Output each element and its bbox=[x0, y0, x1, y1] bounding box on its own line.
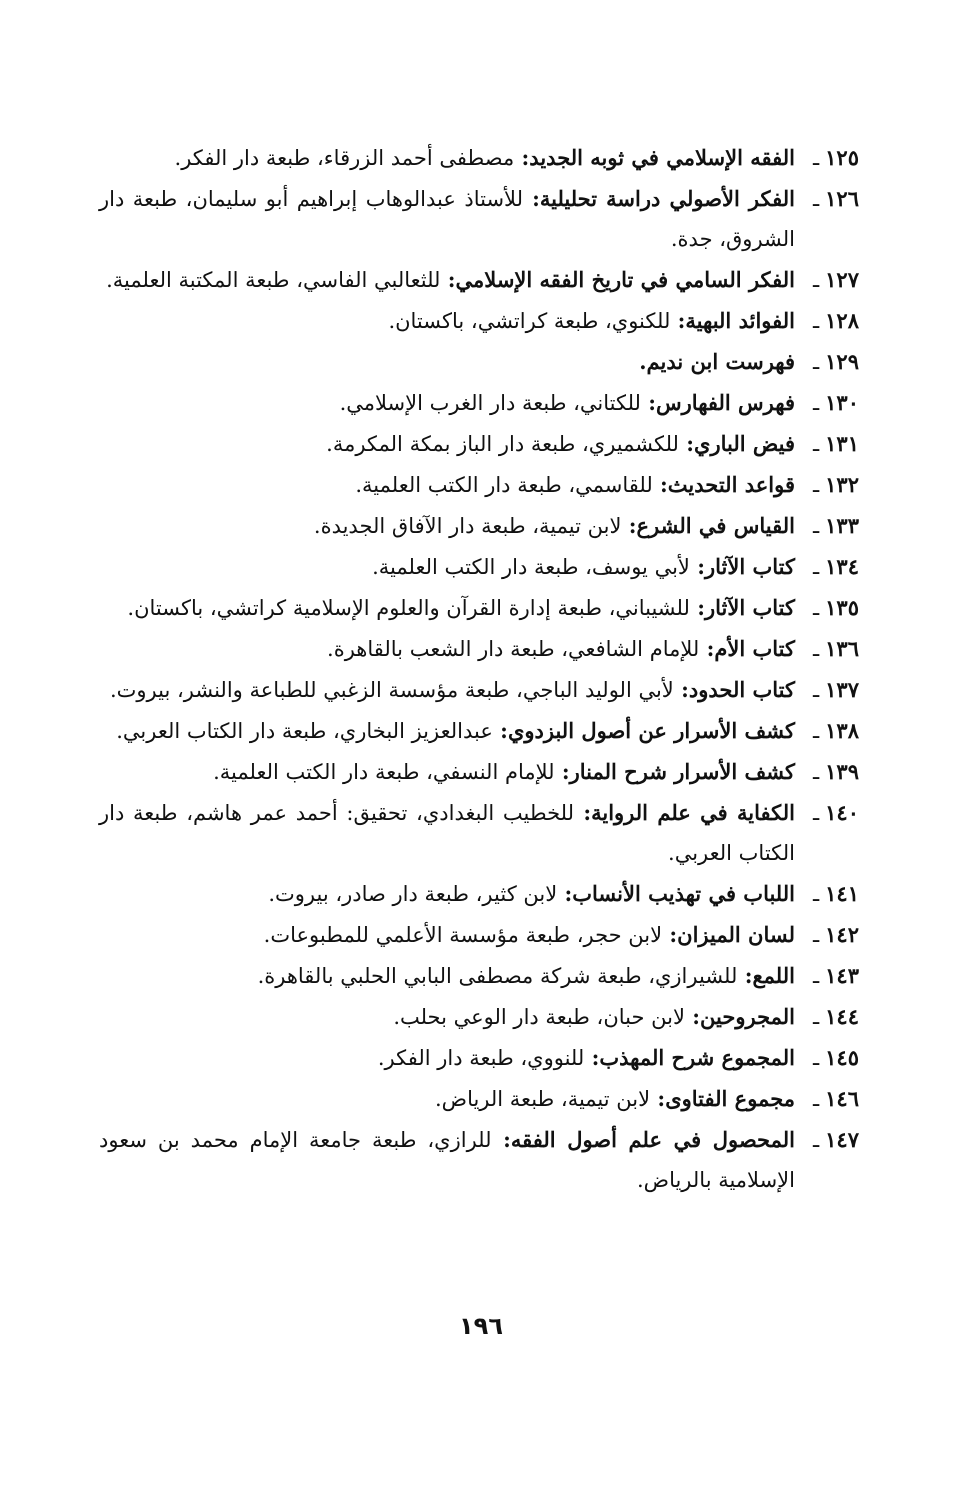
entry-number: ١٣٩ bbox=[825, 759, 859, 784]
entry-number: ١٣٨ bbox=[825, 718, 859, 743]
entry-number: ١٢٩ bbox=[825, 349, 859, 374]
entry-number: ١٣٤ bbox=[825, 554, 859, 579]
entry-number: ١٣٣ bbox=[825, 513, 859, 538]
list-item: ١٢٥ـ الفقه الإسلامي في ثوبه الجديد: مصطفى أحمد الزرقاء، طبعة دار الفكر. bbox=[174, 145, 859, 170]
entry-text: لابن كثير، طبعة دار صادر، بيروت. bbox=[268, 882, 558, 906]
entry-title: الفكر الأصولي دراسة تحليلية bbox=[539, 186, 795, 211]
entry-number: ١٤٥ bbox=[825, 1045, 859, 1070]
list-item: ١٣٥ـ كتاب الآثار: للشيباني، طبعة إدارة القرآن والعلوم الإسلامية كراتشي، باكستان. bbox=[127, 595, 859, 620]
page-number: ١٩٦ bbox=[459, 1312, 503, 1340]
entry-text: للشيرازي، طبعة شركة مصطفى البابي الحلبي بالقاهرة. bbox=[257, 964, 738, 988]
list-item: ١٤٠ـ الكفاية في علم الرواية: للخطيب البغدادي، تحقيق: أحمد عمر هاشم، طبعة دار الكتاب العربي. bbox=[99, 800, 859, 865]
entry-number: ١٣٢ bbox=[825, 472, 859, 497]
entry-text: مصطفى أحمد الزرقاء، طبعة دار الفكر. bbox=[174, 146, 515, 170]
entry-title: المجموع شرح المهذب bbox=[599, 1045, 795, 1070]
entry-number: ١٢٨ bbox=[825, 308, 859, 333]
entry-title: الفكر السامي في تاريخ الفقه الإسلامي bbox=[455, 267, 795, 292]
entry-number: ١٤٤ bbox=[825, 1004, 859, 1029]
entry-title: الكفاية في علم الرواية bbox=[591, 800, 795, 825]
list-item: ١٤٥ـ المجموع شرح المهذب: للنووي، طبعة دار الفكر. bbox=[377, 1045, 859, 1070]
entry-number: ١٣٦ bbox=[825, 636, 859, 661]
entry-number: ١٢٥ bbox=[825, 145, 859, 170]
list-item: ١٢٨ـ الفوائد البهية: للكنوي، طبعة كراتشي، باكستان. bbox=[388, 308, 859, 333]
list-item: ١٣٦ـ كتاب الأم: للإمام الشافعي، طبعة دار الشعب بالقاهرة. bbox=[327, 636, 859, 661]
bibliography-list bbox=[99, 138, 859, 1201]
list-item: ١٤٦ـ مجموع الفتاوى: لابن تيمية، طبعة الرياض. bbox=[435, 1086, 859, 1111]
entry-title: كتاب الحدود bbox=[688, 677, 795, 702]
entry-number: ١٣١ bbox=[825, 431, 859, 456]
entry-title: كتاب الآثار bbox=[704, 554, 795, 579]
list-item: ١٢٩ـ فهرست ابن نديم. bbox=[639, 349, 859, 374]
entry-title: قواعد التحديث bbox=[667, 472, 795, 497]
entry-number: ١٣٠ bbox=[825, 390, 859, 415]
entry-text: للقاسمي، طبعة دار الكتب العلمية. bbox=[355, 473, 653, 497]
entry-number: ١٤١ bbox=[825, 881, 859, 906]
entry-text: للإمام النسفي، طبعة دار الكتب العلمية. bbox=[213, 760, 555, 784]
entry-title: لسان الميزان bbox=[677, 922, 795, 947]
entry-title: فهرست ابن نديم. bbox=[639, 349, 795, 374]
entry-title: كتاب الأم bbox=[714, 636, 795, 661]
list-item: ١٣٠ـ فهرس الفهارس: للكتاني، طبعة دار الغرب الإسلامي. bbox=[339, 390, 859, 415]
entry-text: للكنوي، طبعة كراتشي، باكستان. bbox=[388, 309, 671, 333]
entry-title: فيض الباري bbox=[694, 431, 795, 456]
entry-text: لابن حبان، طبعة دار الوعي بحلب. bbox=[393, 1005, 685, 1029]
list-item: ١٣٨ـ كشف الأسرار عن أصول البزدوي: عبدالعزيز البخاري، طبعة دار الكتاب العربي. bbox=[116, 718, 859, 743]
entry-text: للإمام الشافعي، طبعة دار الشعب بالقاهرة. bbox=[327, 637, 700, 661]
entry-number: ١٢٧ bbox=[825, 267, 859, 292]
entry-number: ١٤٢ bbox=[825, 922, 859, 947]
entry-title: اللمع bbox=[752, 963, 795, 988]
list-item: ١٤٣ـ اللمع: للشيرازي، طبعة شركة مصطفى البابي الحلبي بالقاهرة. bbox=[257, 963, 859, 988]
entry-text: عبدالعزيز البخاري، طبعة دار الكتاب العربي. bbox=[116, 719, 493, 743]
entry-title: كشف الأسرار شرح المنار bbox=[569, 759, 795, 784]
entry-title: كتاب الآثار bbox=[704, 595, 795, 620]
list-item: ١٣٤ـ كتاب الآثار: لأبي يوسف، طبعة دار الكتب العلمية. bbox=[372, 554, 859, 579]
list-item: ١٢٧ـ الفكر السامي في تاريخ الفقه الإسلامي: للثعالبي الفاسي، طبعة المكتبة العلمية. bbox=[106, 267, 859, 292]
list-item: ١٣١ـ فيض الباري: للكشميري، طبعة دار الباز بمكة المكرمة. bbox=[326, 431, 859, 456]
list-item: ١٤١ـ اللباب في تهذيب الأنساب: لابن كثير، طبعة دار صادر، بيروت. bbox=[268, 881, 859, 906]
entry-title: القياس في الشرع bbox=[636, 513, 795, 538]
entry-number: ١٤٦ bbox=[825, 1086, 859, 1111]
entry-number: ١٣٧ bbox=[825, 677, 859, 702]
entry-text: للأستاذ عبدالوهاب إبراهيم أبو سليمان، طبعة دار الشروق، جدة. bbox=[99, 187, 795, 251]
entry-text: للرازي، طبعة جامعة الإمام محمد بن سعود الإسلامية بالرياض. bbox=[99, 1128, 795, 1192]
entry-number: ١٤٧ bbox=[825, 1127, 859, 1152]
list-item: ١٤٧ـ المحصول في علم أصول الفقه: للرازي، طبعة جامعة الإمام محمد بن سعود الإسلامية بالرياض. bbox=[99, 1127, 859, 1192]
entry-title: المجروحين bbox=[700, 1004, 795, 1029]
entry-number: ١٢٦ bbox=[825, 186, 859, 211]
entry-text: للنووي، طبعة دار الفكر. bbox=[377, 1046, 585, 1070]
entry-title: الفوائد البهية bbox=[685, 308, 795, 333]
entry-text: لأبي يوسف، طبعة دار الكتب العلمية. bbox=[372, 555, 690, 579]
list-item: ١٤٤ـ المجروحين: لابن حبان، طبعة دار الوعي بحلب. bbox=[393, 1004, 859, 1029]
entry-text: لابن حجر، طبعة مؤسسة الأعلمي للمطبوعات. bbox=[263, 923, 663, 947]
entry-number: ١٤٣ bbox=[825, 963, 859, 988]
entry-number: ١٤٠ bbox=[825, 800, 859, 825]
entry-title: فهرس الفهارس bbox=[656, 390, 795, 415]
list-item: ١٣٩ـ كشف الأسرار شرح المنار: للإمام النسفي، طبعة دار الكتب العلمية. bbox=[213, 759, 859, 784]
entry-text: للكشميري، طبعة دار الباز بمكة المكرمة. bbox=[326, 432, 679, 456]
entry-title: كشف الأسرار عن أصول البزدوي bbox=[507, 718, 795, 743]
entry-text: للكتاني، طبعة دار الغرب الإسلامي. bbox=[339, 391, 641, 415]
entry-title: الفقه الإسلامي في ثوبه الجديد bbox=[529, 145, 795, 170]
entry-title: مجموع الفتاوى bbox=[665, 1086, 795, 1111]
entry-text: لابن تيمية، طبعة الرياض. bbox=[435, 1087, 651, 1111]
list-item: ١٣٢ـ قواعد التحديث: للقاسمي، طبعة دار الكتب العلمية. bbox=[355, 472, 859, 497]
list-item: ١٣٧ـ كتاب الحدود: لأبي الوليد الباجي، طبعة مؤسسة الزغبي للطباعة والنشر، بيروت. bbox=[109, 677, 859, 702]
list-item: ١٢٦ـ الفكر الأصولي دراسة تحليلية: للأستاذ عبدالوهاب إبراهيم أبو سليمان، طبعة دار الشروق، جدة. bbox=[99, 186, 859, 251]
list-item: ١٤٢ـ لسان الميزان: لابن حجر، طبعة مؤسسة الأعلمي للمطبوعات. bbox=[263, 922, 859, 947]
entry-text: لابن تيمية، طبعة دار الآفاق الجديدة. bbox=[313, 514, 622, 538]
entry-text: لأبي الوليد الباجي، طبعة مؤسسة الزغبي للطباعة والنشر، بيروت. bbox=[109, 678, 674, 702]
entry-title: المحصول في علم أصول الفقه bbox=[510, 1127, 795, 1152]
entry-number: ١٣٥ bbox=[825, 595, 859, 620]
entry-title: اللباب في تهذيب الأنساب bbox=[572, 881, 795, 906]
entry-text: للشيباني، طبعة إدارة القرآن والعلوم الإسلامية كراتشي، باكستان. bbox=[127, 596, 690, 620]
entry-text: للثعالبي الفاسي، طبعة المكتبة العلمية. bbox=[106, 268, 441, 292]
list-item: ١٣٣ـ القياس في الشرع: لابن تيمية، طبعة دار الآفاق الجديدة. bbox=[313, 513, 859, 538]
entry-text: للخطيب البغدادي، تحقيق: أحمد عمر هاشم، طبعة دار الكتاب العربي. bbox=[99, 801, 795, 865]
